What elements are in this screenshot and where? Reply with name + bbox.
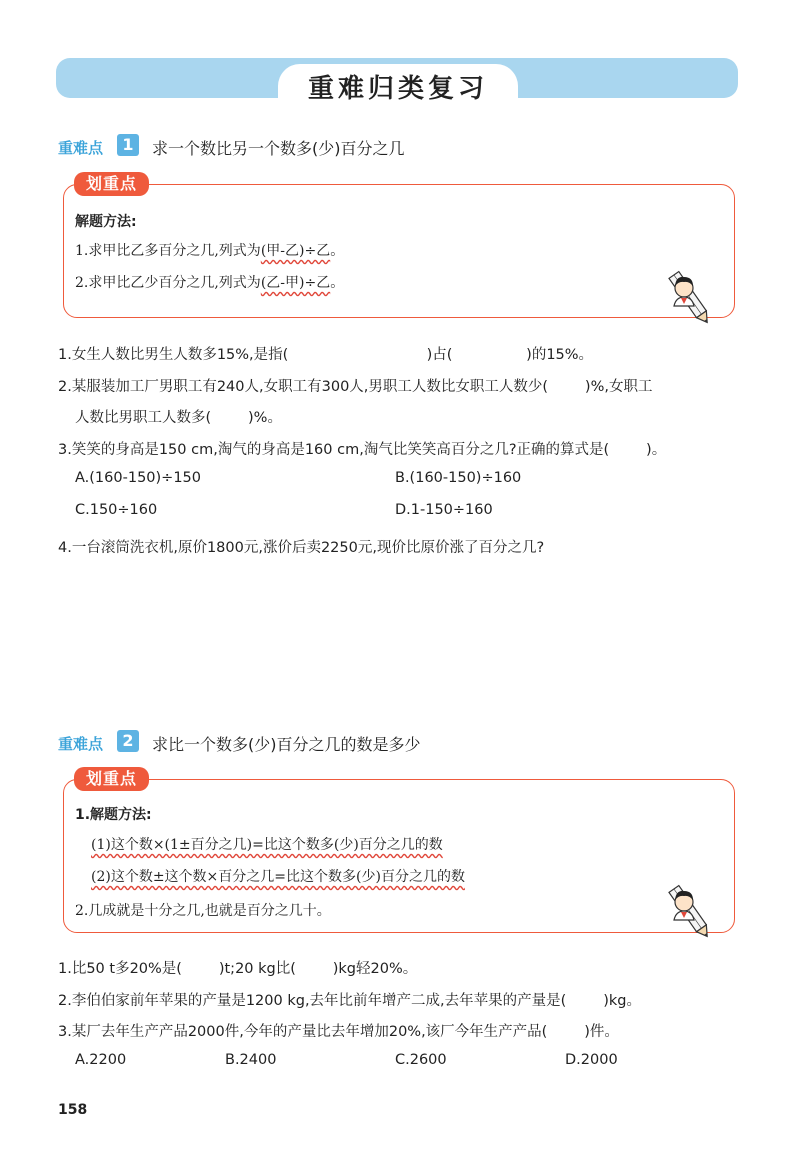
section1-keypoint-tag: 划重点	[74, 172, 149, 196]
section1-number-badge: 1	[117, 134, 139, 156]
section2-method-title: 1.解题方法:	[75, 807, 152, 823]
boy-with-pencil-illustration	[662, 266, 724, 328]
method-line2-suffix: 。	[330, 275, 345, 291]
page-title: 重难归类复习	[307, 74, 488, 104]
s1-q3-option-b: B.(160-150)÷160	[395, 470, 522, 486]
s2-question-3: 3.某厂去年生产产品2000件,今年的产量比去年增加20%,该厂今年生产产品( )件。	[58, 1024, 619, 1040]
s1-question-1: 1.女生人数比男生人数多15%,是指( )占( )的15%。	[58, 347, 594, 363]
s2-question-2: 2.李伯伯家前年苹果的产量是1200 kg,去年比前年增产二成,去年苹果的产量是( )kg。	[58, 993, 641, 1009]
section2-method-line1: (1)这个数×(1±百分之几)=比这个数多(少)百分之几的数	[91, 837, 443, 853]
section2-number-badge: 2	[117, 730, 139, 752]
method-line1-suffix: 。	[330, 243, 345, 259]
section2-method-line2: (2)这个数±这个数×百分之几=比这个数多(少)百分之几的数	[91, 869, 465, 885]
s2-q3-option-b: B.2400	[225, 1052, 277, 1068]
section2-title: 求比一个数多(少)百分之几的数是多少	[152, 735, 421, 754]
s2-q3-option-c: C.2600	[395, 1052, 447, 1068]
section2-method-line3: 2.几成就是十分之几,也就是百分之几十。	[75, 903, 331, 919]
s2-q3-option-d: D.2000	[565, 1052, 618, 1068]
section2-keypoint-tag: 划重点	[74, 767, 149, 791]
boy-with-pencil-illustration	[662, 880, 724, 942]
method-line1-formula: (甲-乙)÷乙	[260, 243, 331, 259]
s2-question-1: 1.比50 t多20%是( )t;20 kg比( )kg轻20%。	[58, 961, 418, 977]
section1-label: 重难点	[58, 139, 104, 157]
s1-q3-option-d: D.1-150÷160	[395, 502, 493, 518]
s1-q3-option-a: A.(160-150)÷150	[75, 470, 201, 486]
s1-question-2a: 2.某服装加工厂男职工有240人,女职工有300人,男职工人数比女职工人数少( )%,女职工	[58, 379, 653, 395]
section1-method-title: 解题方法:	[75, 214, 137, 230]
page-number: 158	[58, 1102, 88, 1118]
section2-label: 重难点	[58, 735, 104, 753]
section1-method-line1	[75, 240, 344, 260]
s1-question-4: 4.一台滚筒洗衣机,原价1800元,涨价后卖2250元,现价比原价涨了百分之几?	[58, 540, 545, 556]
method-line2-formula: (乙-甲)÷乙	[260, 275, 331, 291]
method-line1-prefix: 1.求甲比乙多百分之几,列式为	[75, 243, 261, 259]
section1-title: 求一个数比另一个数多(少)百分之几	[152, 139, 405, 158]
s1-question-2b: 人数比男职工人数多( )%。	[75, 410, 282, 426]
s1-question-3: 3.笑笑的身高是150 cm,淘气的身高是160 cm,淘气比笑笑高百分之几?正确的算式是( )。	[58, 442, 667, 458]
s1-q3-option-c: C.150÷160	[75, 502, 158, 518]
section1-method-line2	[75, 272, 344, 292]
s2-q3-option-a: A.2200	[75, 1052, 127, 1068]
method-line2-prefix: 2.求甲比乙少百分之几,列式为	[75, 275, 261, 291]
